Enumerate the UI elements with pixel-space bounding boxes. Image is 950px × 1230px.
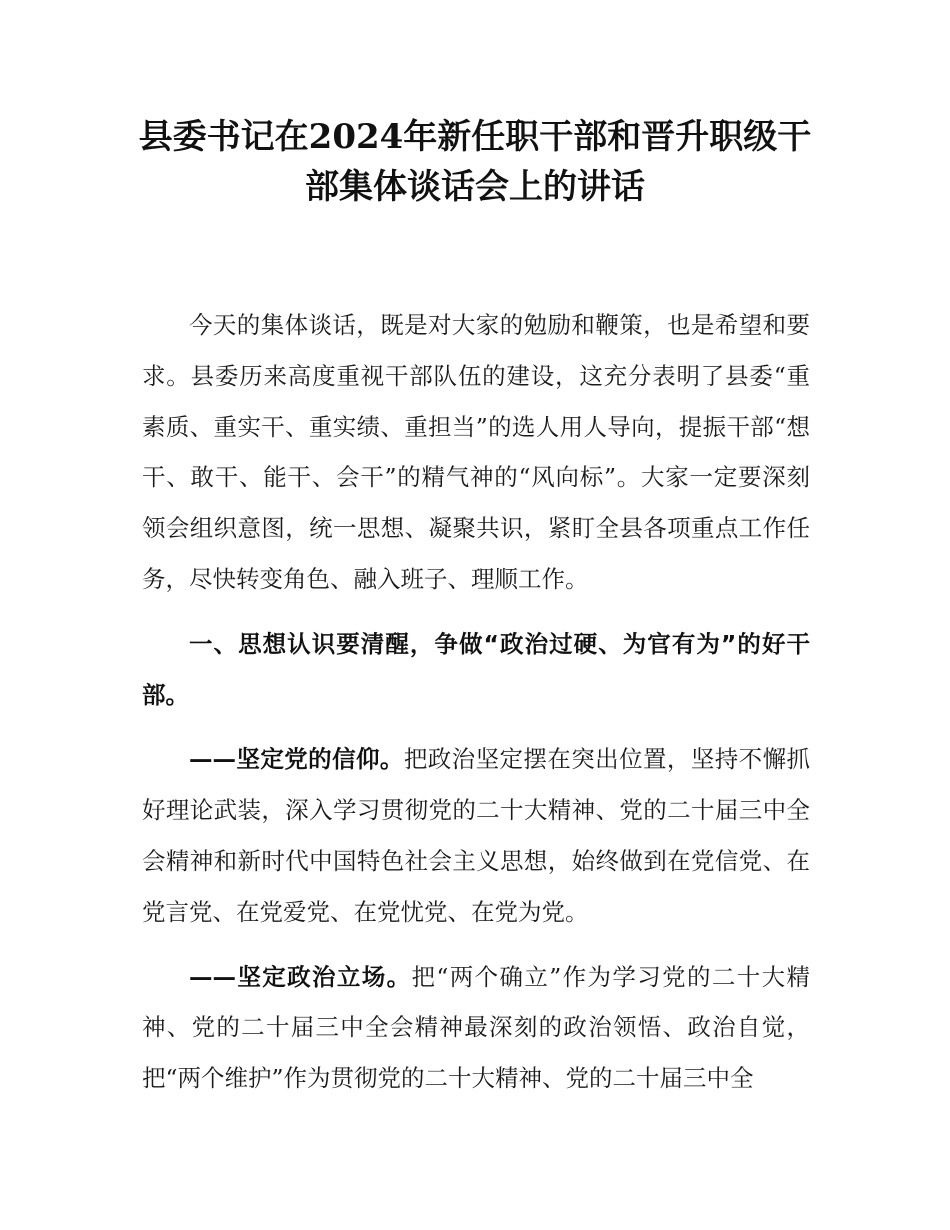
point-lead-stance: ——坚定政治立场。 <box>189 962 412 991</box>
title-line-1: 县委书记在2024年新任职干部和晋升职级干 <box>138 117 812 157</box>
document-body <box>142 300 810 1118</box>
section-heading-1 <box>142 619 810 721</box>
point-paragraph-stance <box>142 952 810 1104</box>
section-heading-1-text: 一、思想认识要清醒，争做“政治过硬、为官有为”的好干部。 <box>142 629 810 709</box>
point-text-stance: 把“两个确立”作为学习党的二十大精神、党的二十届三中全会精神最深刻的政治领悟、政治自觉，把“两个维护”作为贯彻党的二十大精神、党的二十届三中全 <box>142 962 811 1093</box>
point-text-faith: 把政治坚定摆在突出位置，坚持不懈抓好理论武装，深入学习贯彻党的二十大精神、党的二十届三中全会精神和新时代中国特色社会主义思想，始终做到在党信党、在党言党、在党爱党、在党忧党、在党为党。 <box>142 745 811 926</box>
point-lead-faith: ——坚定党的信仰。 <box>189 745 404 774</box>
intro-paragraph <box>142 300 810 605</box>
point-paragraph-faith <box>142 734 810 937</box>
title-line-2: 部集体谈话会上的讲话 <box>305 167 645 207</box>
intro-paragraph-text: 今天的集体谈话，既是对大家的勉励和鞭策，也是希望和要求。县委历来高度重视干部队伍的建设，这充分表明了县委“重素质、重实干、重实绩、重担当”的选人用人导向，提振干部“想干、敢干、能干、会干”的精气神的“风向标”。大家一定要深刻领会组织意图，统一思想、凝聚共识，紧盯全县各项重点工作任务，尽快转变角色、融入班子、理顺工作。 <box>142 311 810 593</box>
document-title <box>120 112 830 212</box>
